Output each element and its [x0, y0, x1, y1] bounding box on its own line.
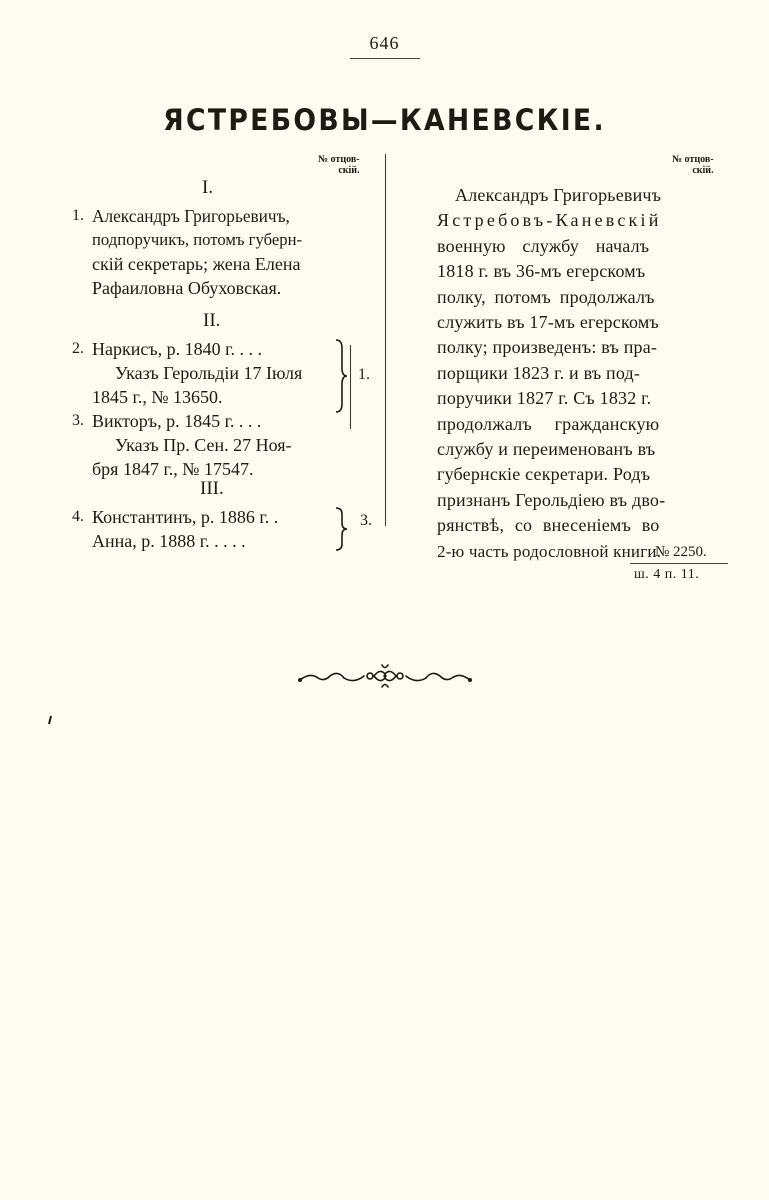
generation-numeral: I.	[202, 177, 214, 198]
entry-line: Константинъ, р. 1886 г. .	[92, 507, 279, 527]
biography-line: 2-ю часть родословной книги.	[437, 542, 662, 561]
biography-line: порщики 1823 г. и въ под-	[437, 363, 641, 383]
page-number: 646	[369, 33, 400, 53]
entry-number: 2.	[72, 340, 84, 357]
biography-line: службу и переименованъ въ	[437, 439, 656, 459]
father-reference: 1.	[358, 366, 370, 383]
record-number: № 2250.	[655, 544, 707, 560]
entry-line: Указъ Герольдіи 17 Іюля	[115, 363, 303, 383]
entry-line: скій секретарь; жена Елена	[92, 254, 301, 274]
biography-line: Александръ Григорьевичъ	[455, 185, 662, 205]
right-brace-icon	[334, 338, 348, 414]
biography-line: 1818 г. въ 36-мъ егерскомъ	[437, 261, 646, 281]
entry-line: Александръ Григорьевичъ,	[92, 206, 290, 226]
biography-line: продолжалъ гражданскую	[437, 414, 660, 434]
entry-line: Анна, р. 1888 г. . . . .	[92, 531, 246, 551]
record-rule	[630, 563, 728, 564]
right-column-header	[672, 154, 714, 176]
biography-line: Ястребовъ-Каневскій	[437, 210, 662, 230]
biography-line: рянствѣ, со внесеніемъ во	[437, 515, 660, 535]
entry-line: Указъ Пр. Сен. 27 Ноя-	[115, 435, 292, 455]
father-reference: 3.	[360, 512, 372, 529]
entry-line: бря 1847 г., № 17547.	[92, 459, 254, 479]
stray-mark-icon	[47, 714, 53, 730]
entry-line: Рафаиловна Обуховская.	[92, 278, 282, 298]
reference-divider	[350, 345, 351, 429]
shelf-mark: ш. 4 п. 11.	[634, 567, 700, 582]
column-header-line1: № отцов-	[318, 154, 360, 165]
generation-numeral: III.	[200, 478, 224, 499]
ornament-icon	[296, 662, 474, 690]
biography-line: губернскіе секретари. Родъ	[437, 464, 651, 484]
biography-line: поручики 1827 г. Съ 1832 г.	[437, 388, 652, 408]
entry-number: 1.	[72, 207, 84, 224]
entry-line: Наркисъ, р. 1840 г. . . .	[92, 339, 263, 359]
page-title: ЯСТРЕБОВЫ—КАНЕВСКІЕ.	[163, 103, 606, 137]
page-number-rule	[350, 58, 420, 59]
column-header-line2: скій.	[338, 165, 360, 176]
entry-line: подпоручикъ, потомъ губерн-	[92, 230, 303, 249]
right-brace-icon	[334, 506, 348, 552]
left-column-header	[318, 154, 360, 176]
biography-line: служить въ 17-мъ егерскомъ	[437, 312, 659, 332]
biography-line: полку, потомъ продолжалъ	[437, 287, 655, 307]
column-divider	[385, 154, 386, 526]
column-header-line2: скій.	[692, 165, 714, 176]
column-header-line1: № отцов-	[672, 154, 714, 165]
entry-line: Викторъ, р. 1845 г. . . .	[92, 411, 262, 431]
biography-line: военную службу началъ	[437, 236, 650, 256]
biography-line: признанъ Герольдіею въ дво-	[437, 490, 666, 510]
entry-number: 3.	[72, 412, 84, 429]
biography-line: полку; произведенъ: въ пра-	[437, 337, 658, 357]
entry-number: 4.	[72, 508, 84, 525]
entry-line: 1845 г., № 13650.	[92, 387, 223, 407]
generation-numeral: II.	[203, 310, 221, 331]
